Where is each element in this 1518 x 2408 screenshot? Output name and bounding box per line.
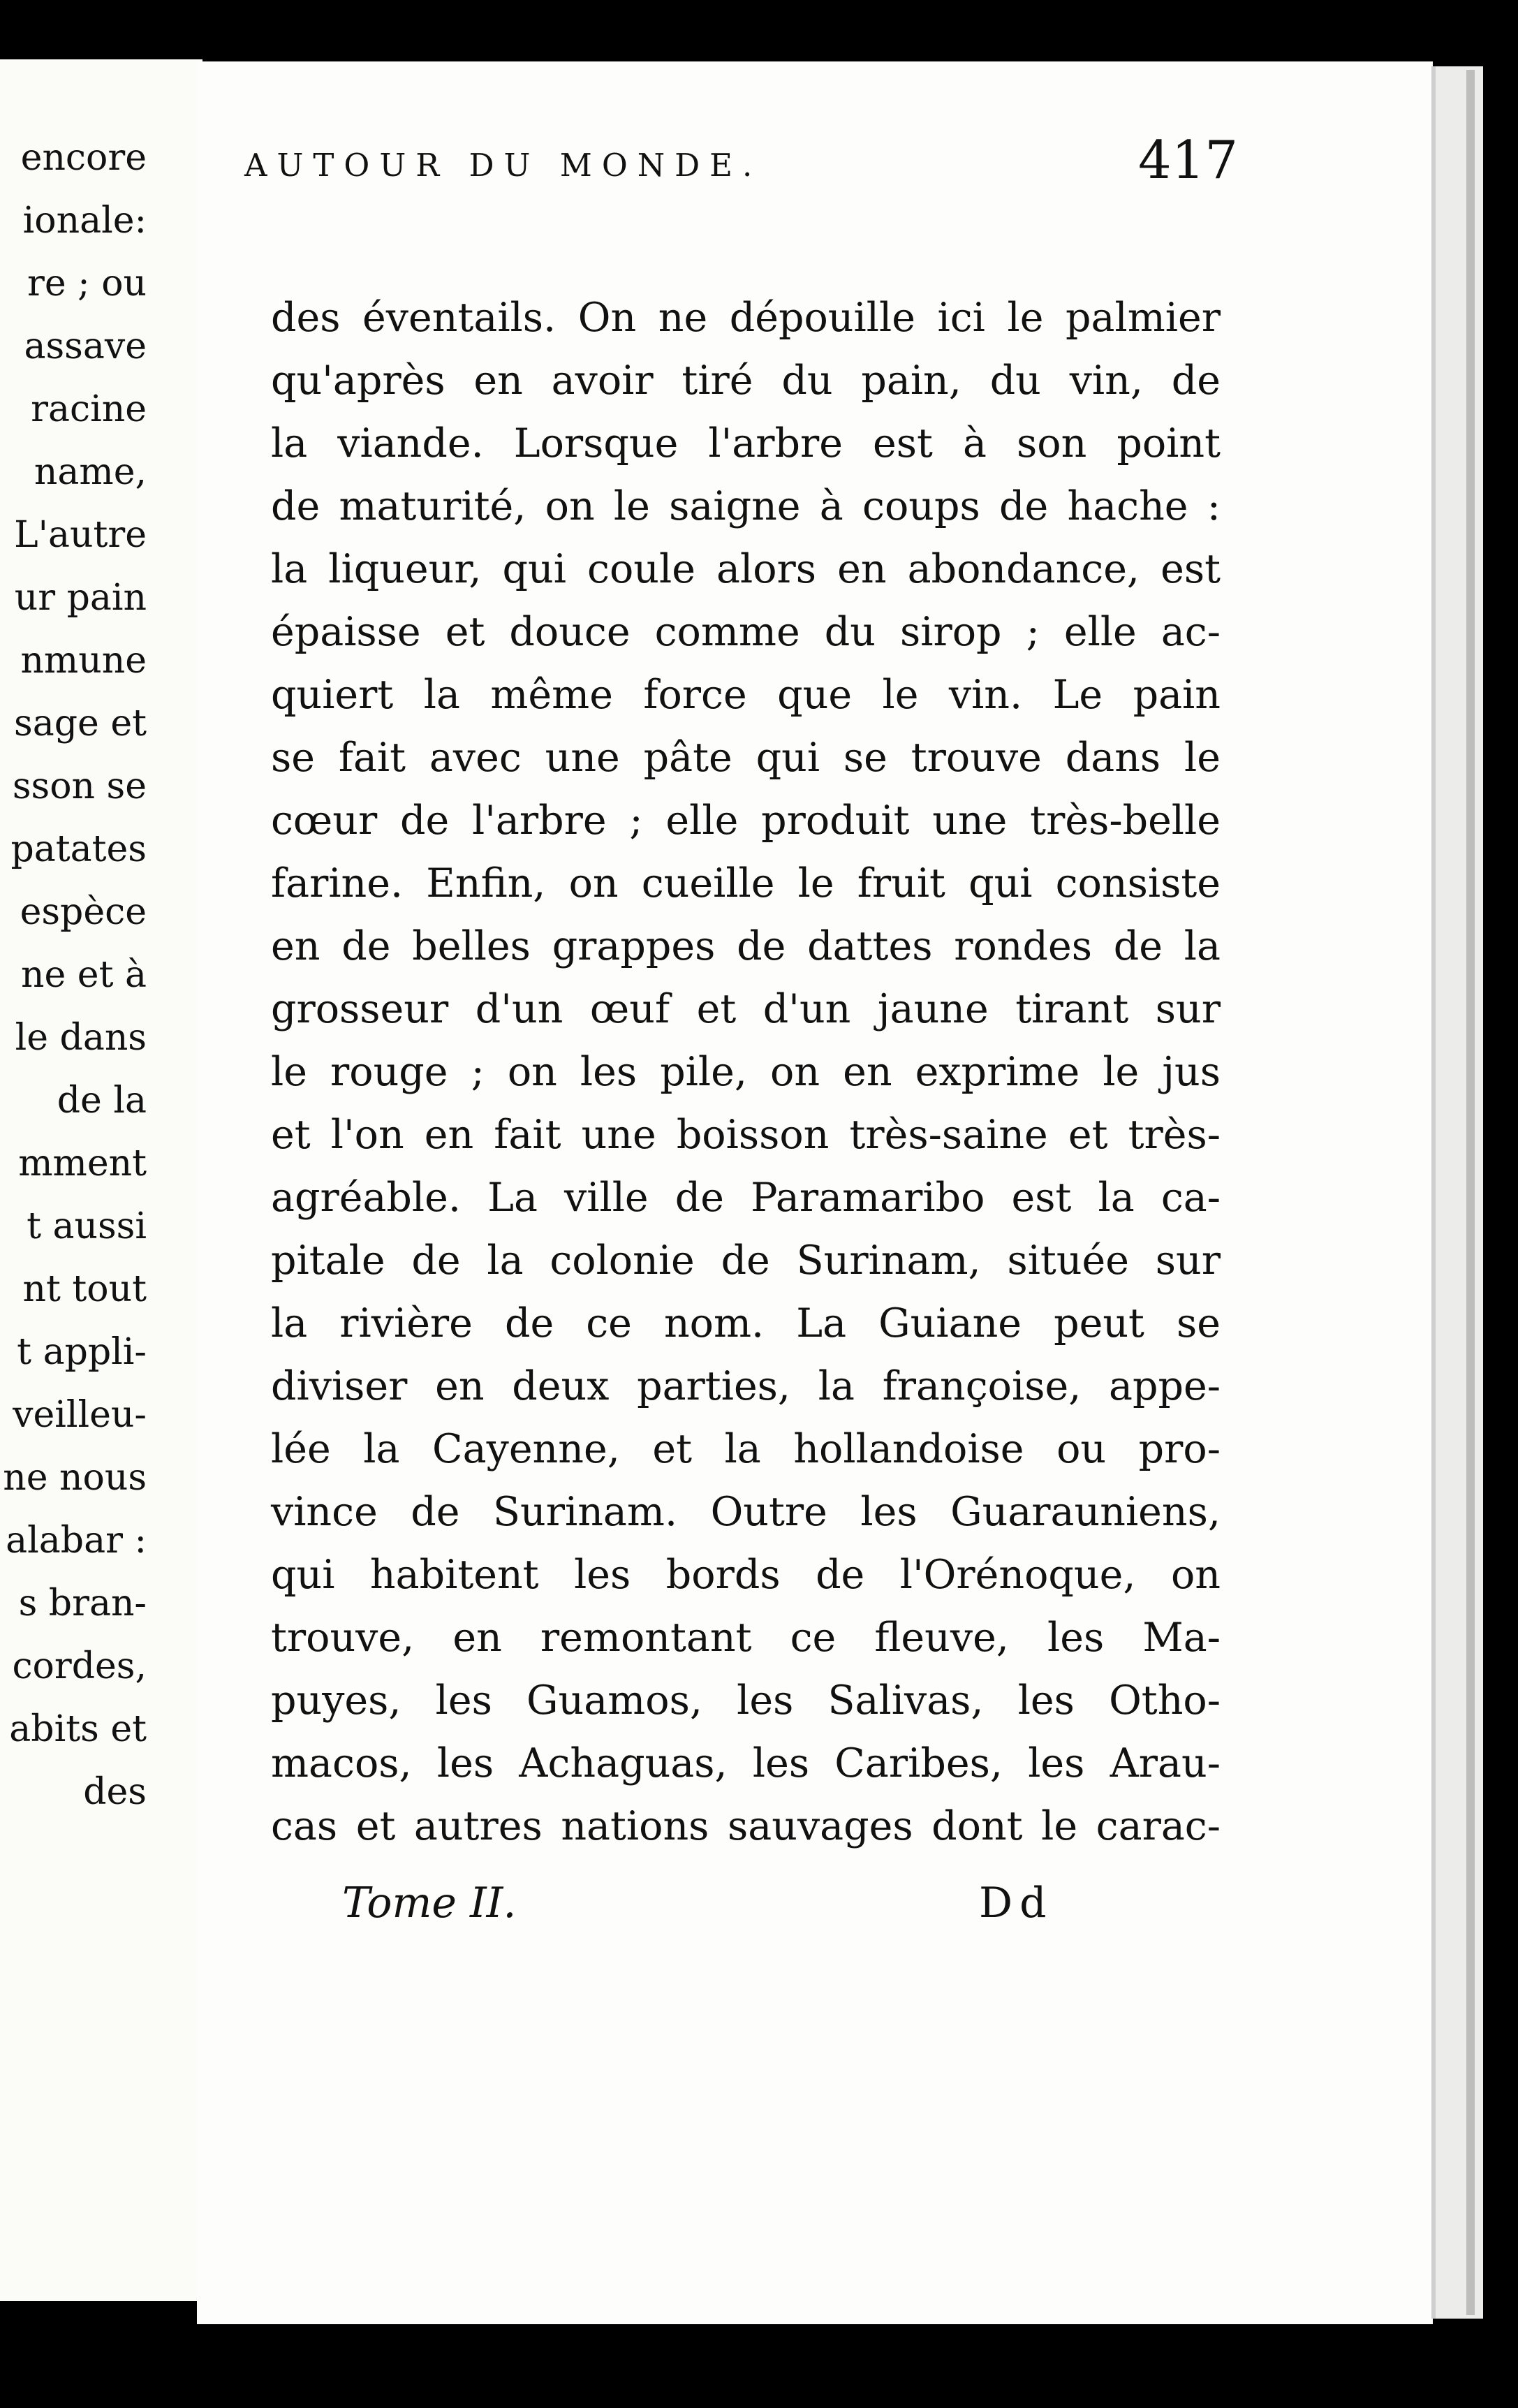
text-line: macos, les Achaguas, les Caribes, les Arau- — [271, 1740, 1221, 1786]
text-line: en de belles grappes de dattes rondes de la — [271, 923, 1221, 969]
text-line: qui habitent les bords de l'Orénoque, on — [271, 1552, 1221, 1598]
facing-page-line: sage et — [14, 703, 147, 744]
facing-page-line: ne nous — [3, 1457, 147, 1499]
facing-page-line: assave — [24, 325, 147, 367]
facing-page-line: des — [83, 1771, 147, 1813]
text-line: se fait avec une pâte qui se trouve dans le — [271, 735, 1221, 781]
facing-page-line: re ; ou — [27, 263, 147, 304]
facing-page-line: nmune — [20, 640, 147, 682]
facing-page-line: patates — [10, 828, 147, 870]
body-text — [271, 286, 1221, 1858]
text-line: puyes, les Guamos, les Salivas, les Otho- — [271, 1677, 1221, 1724]
text-line: cas et autres nations sauvages dont le carac- — [271, 1803, 1221, 1849]
facing-page-line: veilleu- — [13, 1394, 147, 1436]
text-line: la liqueur, qui coule alors en abondance, est — [271, 546, 1221, 592]
facing-page-line: sson se — [12, 765, 147, 807]
text-line: quiert la même force que le vin. Le pain — [271, 672, 1221, 718]
facing-page-line: racine — [31, 388, 147, 430]
text-line: cœur de l'arbre ; elle produit une très-belle — [271, 798, 1221, 844]
text-line: des éventails. On ne dépouille ici le palmier — [271, 295, 1221, 341]
facing-page-line: encore — [20, 137, 147, 179]
facing-page-line: ur pain — [14, 577, 147, 619]
facing-page-line: mment — [18, 1143, 147, 1184]
text-line: de maturité, on le saigne à coups de hache : — [271, 483, 1221, 529]
facing-page-line: cordes, — [12, 1645, 147, 1687]
text-line: farine. Enfin, on cueille le fruit qui consiste — [271, 860, 1221, 906]
facing-page-line: le dans — [15, 1017, 147, 1059]
text-line: pitale de la colonie de Surinam, située sur — [271, 1238, 1221, 1284]
running-head: AUTOUR DU MONDE. — [244, 147, 762, 184]
page-edge-shadow — [1466, 70, 1475, 2315]
text-line: lée la Cayenne, et la hollandoise ou pro- — [271, 1426, 1221, 1472]
facing-page-line: espèce — [20, 891, 147, 933]
page-edge — [1431, 66, 1483, 2319]
text-line: et l'on en fait une boisson très-saine et très- — [271, 1112, 1221, 1158]
text-line: trouve, en remontant ce fleuve, les Ma- — [271, 1615, 1221, 1661]
facing-page-line: t aussi — [27, 1205, 147, 1247]
facing-page — [0, 59, 202, 2301]
text-line: grosseur d'un œuf et d'un jaune tirant sur — [271, 986, 1221, 1032]
text-line: vince de Surinam. Outre les Guarauniens, — [271, 1489, 1221, 1535]
text-line: épaisse et douce comme du sirop ; elle ac- — [271, 609, 1221, 655]
gathering-mark: Dd — [979, 1879, 1054, 1928]
facing-page-line: s bran- — [18, 1583, 147, 1624]
facing-page-line: ne et à — [21, 954, 147, 996]
facing-page-line: abits et — [9, 1708, 147, 1750]
text-line: qu'après en avoir tiré du pain, du vin, de — [271, 358, 1221, 404]
text-line: agréable. La ville de Paramaribo est la ca- — [271, 1175, 1221, 1221]
page-number: 417 — [1138, 129, 1239, 191]
text-line: le rouge ; on les pile, on en exprime le jus — [271, 1049, 1221, 1095]
facing-page-line: alabar : — [6, 1520, 147, 1562]
text-line: la rivière de ce nom. La Guiane peut se — [271, 1300, 1221, 1346]
volume-signature: Tome II. — [342, 1879, 517, 1928]
text-line: la viande. Lorsque l'arbre est à son point — [271, 420, 1221, 467]
facing-page-line: t appli- — [17, 1331, 147, 1373]
text-line: diviser en deux parties, la françoise, appe- — [271, 1363, 1221, 1409]
facing-page-line: nt tout — [22, 1268, 147, 1310]
facing-page-line: ionale: — [22, 200, 147, 242]
facing-page-line: L'autre — [14, 514, 147, 556]
facing-page-line: de la — [57, 1080, 147, 1122]
facing-page-line: name, — [34, 451, 147, 493]
